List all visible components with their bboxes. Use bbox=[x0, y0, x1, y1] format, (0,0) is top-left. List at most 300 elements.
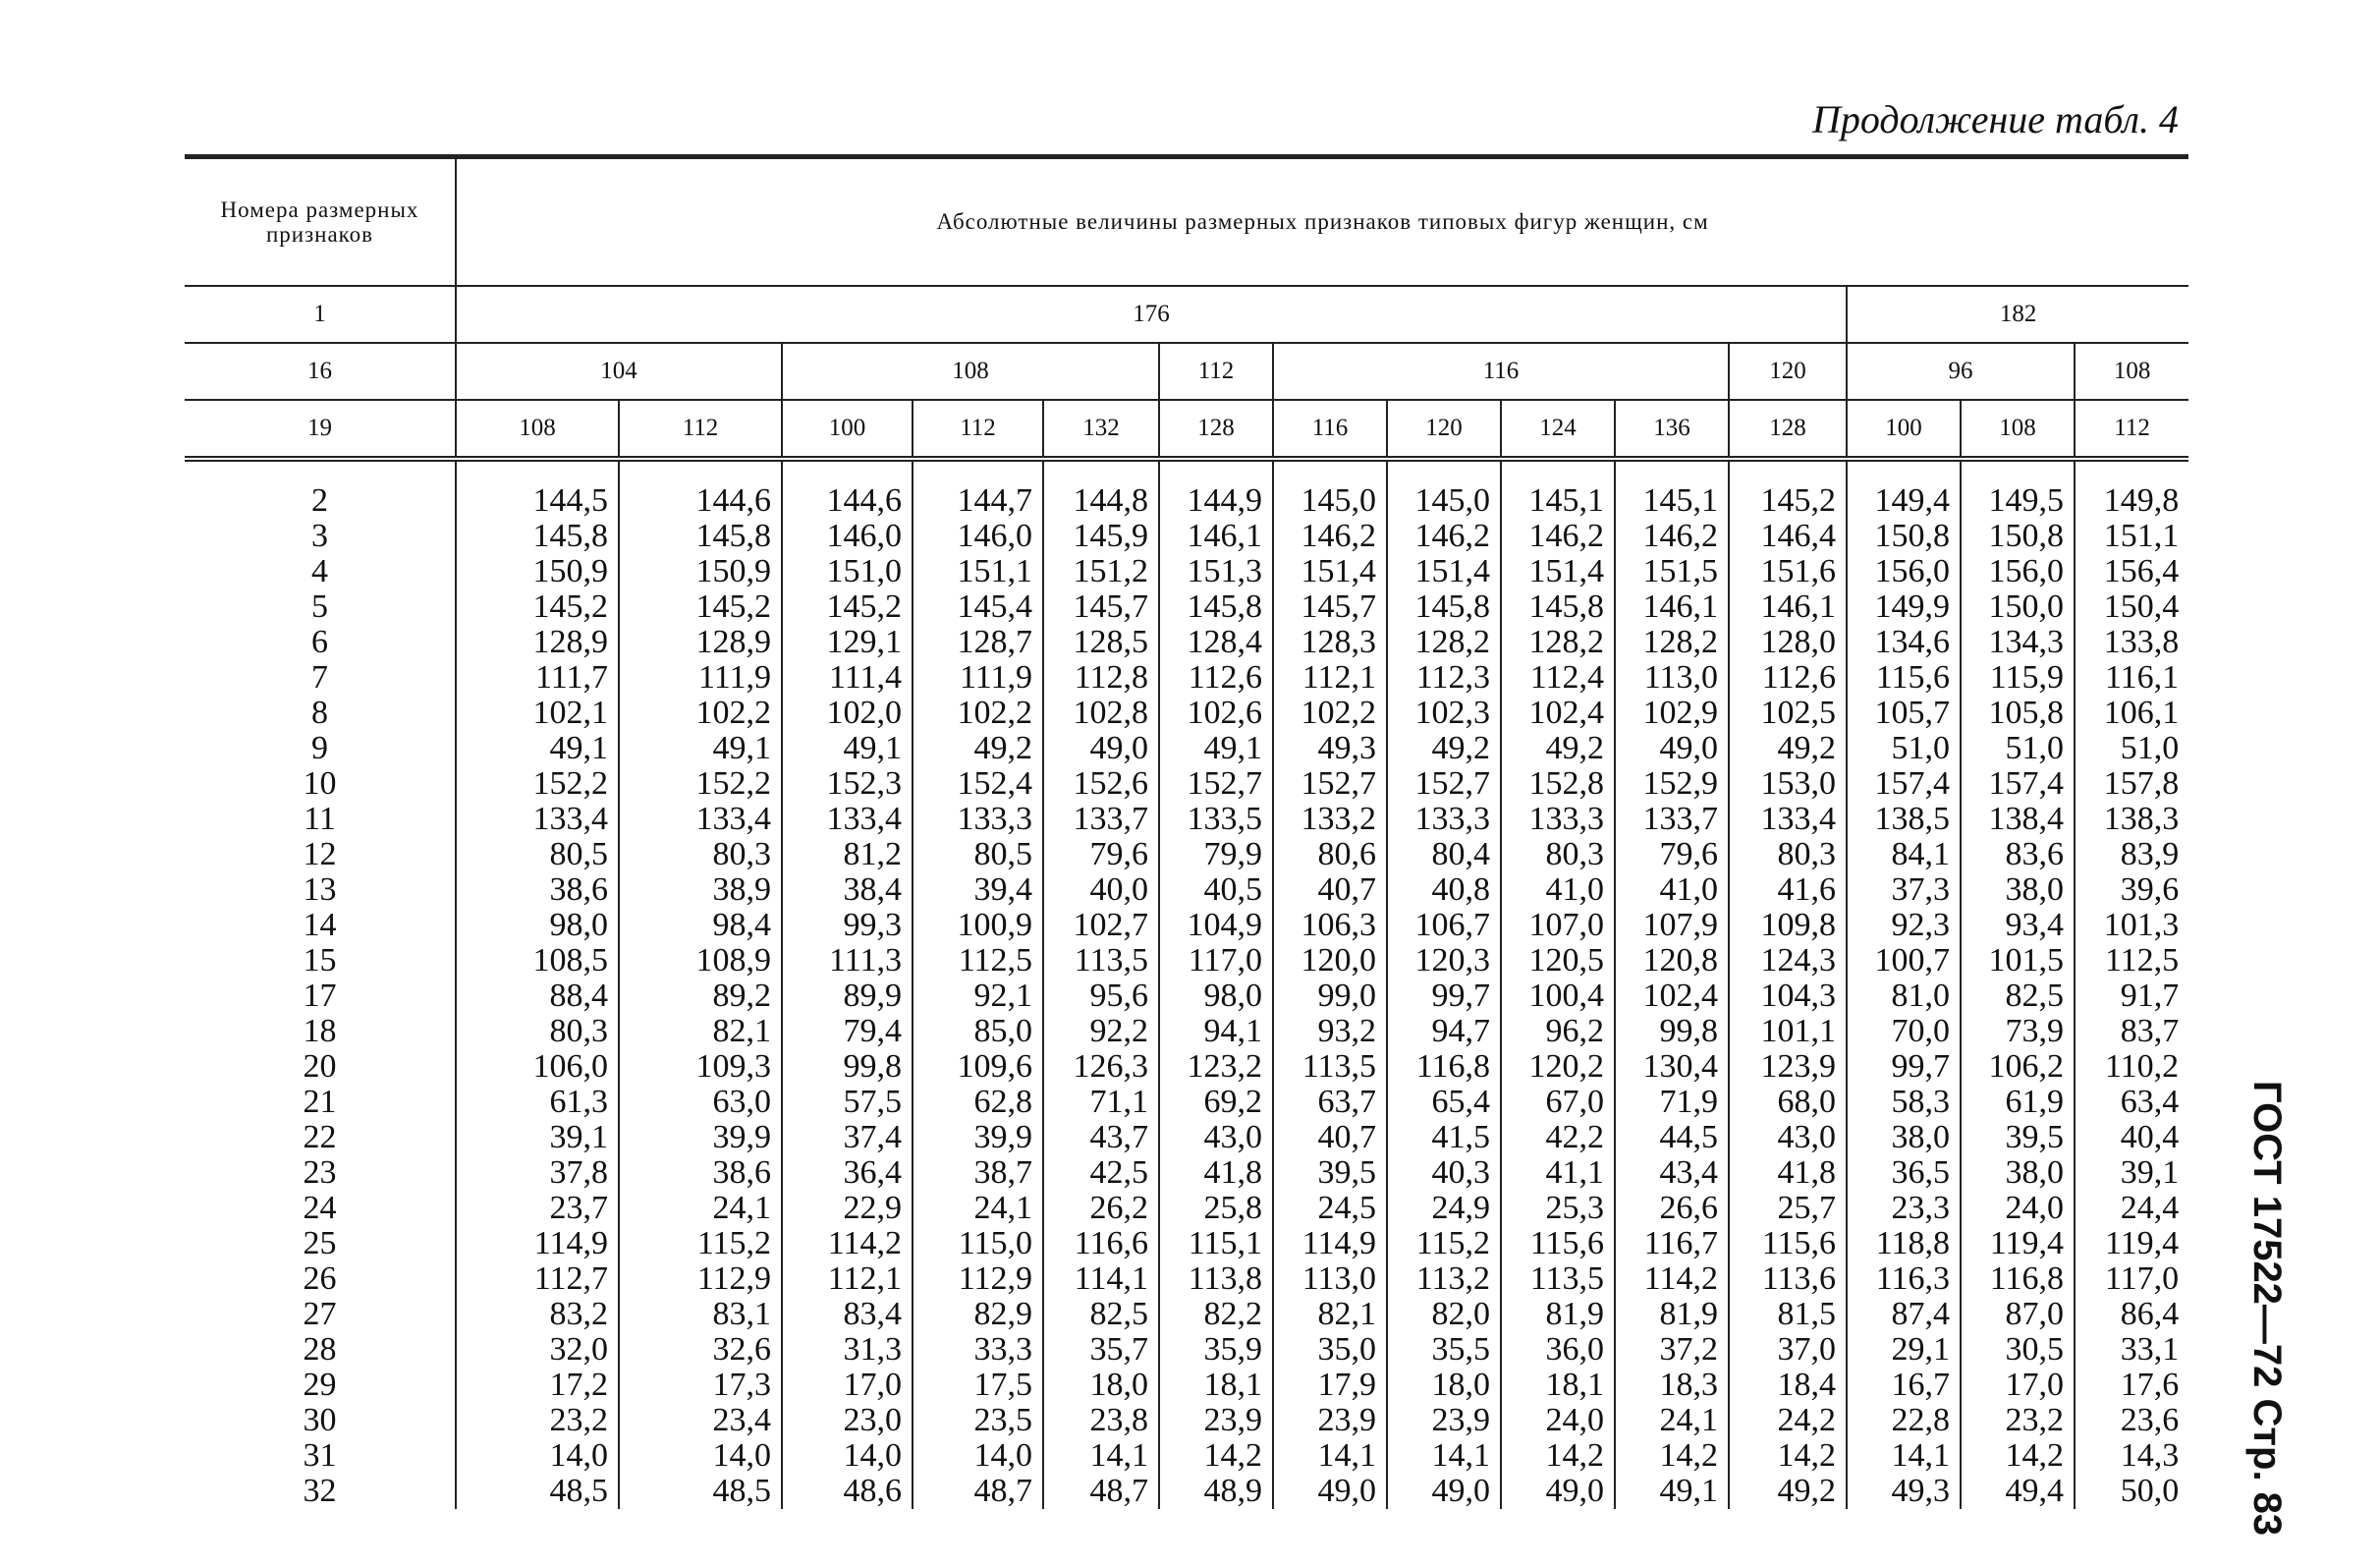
table-cell: 39,4 bbox=[913, 872, 1043, 908]
table-cell: 112,9 bbox=[913, 1261, 1043, 1297]
table-cell: 145,8 bbox=[1159, 589, 1273, 625]
table-cell: 49,0 bbox=[1615, 731, 1729, 766]
table-cell: 145,8 bbox=[1387, 589, 1501, 625]
table-row bbox=[185, 731, 2188, 766]
table-row bbox=[185, 1226, 2188, 1261]
table-cell: 38,0 bbox=[1961, 1155, 2075, 1191]
row-number: 15 bbox=[303, 942, 337, 979]
table-cell: 49,1 bbox=[1615, 1474, 1729, 1509]
table-cell: 38,4 bbox=[782, 872, 913, 908]
table-cell: 102,9 bbox=[1615, 696, 1729, 731]
header-col-19: 100 bbox=[782, 400, 913, 459]
row-number: 27 bbox=[303, 1296, 337, 1332]
table-cell: 24,0 bbox=[1961, 1191, 2075, 1226]
table-cell: 38,6 bbox=[619, 1155, 782, 1191]
header-group-16: 120 bbox=[1729, 343, 1847, 400]
table-cell: 81,9 bbox=[1615, 1297, 1729, 1332]
row-label-1: 1 bbox=[185, 286, 456, 343]
table-cell: 14,2 bbox=[1501, 1438, 1615, 1474]
table-cell: 71,1 bbox=[1043, 1085, 1159, 1120]
table-cell: 119,4 bbox=[1961, 1226, 2075, 1261]
table-cell: 112,1 bbox=[1273, 660, 1387, 696]
header-col-19: 112 bbox=[913, 400, 1043, 459]
table-cell: 156,4 bbox=[2075, 554, 2188, 589]
table-cell: 87,4 bbox=[1847, 1297, 1961, 1332]
row-number: 4 bbox=[311, 553, 328, 589]
table-cell: 83,9 bbox=[2075, 837, 2188, 872]
table-cell: 145,0 bbox=[1387, 459, 1501, 519]
table-cell: 116,8 bbox=[1387, 1049, 1501, 1085]
table-cell: 133,7 bbox=[1043, 802, 1159, 837]
table-cell: 153,0 bbox=[1729, 766, 1847, 802]
table-cell: 138,4 bbox=[1961, 802, 2075, 837]
table-cell: 36,0 bbox=[1501, 1332, 1615, 1368]
header-group-16: 96 bbox=[1847, 343, 2075, 400]
table-cell: 102,1 bbox=[456, 696, 619, 731]
table-cell: 39,9 bbox=[619, 1120, 782, 1155]
table-cell: 17,0 bbox=[782, 1368, 913, 1403]
table-cell: 145,8 bbox=[619, 519, 782, 554]
table-cell: 145,2 bbox=[1729, 459, 1847, 519]
table-cell: 113,5 bbox=[1501, 1261, 1615, 1297]
table-cell: 62,8 bbox=[913, 1085, 1043, 1120]
table-cell: 17,5 bbox=[913, 1368, 1043, 1403]
table-cell: 133,4 bbox=[456, 802, 619, 837]
table-cell: 109,8 bbox=[1729, 908, 1847, 943]
table-cell: 102,2 bbox=[619, 696, 782, 731]
table-cell: 18,4 bbox=[1729, 1368, 1847, 1403]
table-cell: 128,3 bbox=[1273, 625, 1387, 660]
table-cell: 106,1 bbox=[2075, 696, 2188, 731]
row-number: 8 bbox=[311, 695, 328, 731]
table-cell: 25,7 bbox=[1729, 1191, 1847, 1226]
table-cell: 38,9 bbox=[619, 872, 782, 908]
row-label-16: 16 bbox=[185, 343, 456, 400]
table-cell: 150,0 bbox=[1961, 589, 2075, 625]
table-cell: 14,2 bbox=[1961, 1438, 2075, 1474]
table-cell: 152,3 bbox=[782, 766, 913, 802]
table-cell: 43,7 bbox=[1043, 1120, 1159, 1155]
row-number: 14 bbox=[303, 907, 337, 943]
row-number: 9 bbox=[311, 730, 328, 766]
table-cell: 82,9 bbox=[913, 1297, 1043, 1332]
table-cell: 133,3 bbox=[913, 802, 1043, 837]
table-cell: 157,4 bbox=[1847, 766, 1961, 802]
table-cell: 114,9 bbox=[1273, 1226, 1387, 1261]
table-cell: 146,2 bbox=[1387, 519, 1501, 554]
table-cell: 83,2 bbox=[456, 1297, 619, 1332]
table-cell: 80,3 bbox=[456, 1014, 619, 1049]
table-cell: 65,4 bbox=[1387, 1085, 1501, 1120]
table-cell: 94,7 bbox=[1387, 1014, 1501, 1049]
table-cell: 14,0 bbox=[456, 1438, 619, 1474]
table-cell: 37,0 bbox=[1729, 1332, 1847, 1368]
table-cell: 134,3 bbox=[1961, 625, 2075, 660]
table-cell: 151,4 bbox=[1501, 554, 1615, 589]
table-cell: 32,6 bbox=[619, 1332, 782, 1368]
table-cell: 149,4 bbox=[1847, 459, 1961, 519]
table-cell: 128,9 bbox=[619, 625, 782, 660]
table-row bbox=[185, 1191, 2188, 1226]
table-cell: 113,0 bbox=[1615, 660, 1729, 696]
table-cell: 83,6 bbox=[1961, 837, 2075, 872]
table-cell: 63,4 bbox=[2075, 1085, 2188, 1120]
table-cell: 112,9 bbox=[619, 1261, 782, 1297]
table-cell: 101,1 bbox=[1729, 1014, 1847, 1049]
table-cell: 115,6 bbox=[1729, 1226, 1847, 1261]
table-cell: 150,8 bbox=[1961, 519, 2075, 554]
table-cell: 40,5 bbox=[1159, 872, 1273, 908]
table-cell: 14,1 bbox=[1847, 1438, 1961, 1474]
table-cell: 111,3 bbox=[782, 943, 913, 979]
table-cell: 116,6 bbox=[1043, 1226, 1159, 1261]
table-cell: 24,1 bbox=[619, 1191, 782, 1226]
table-row bbox=[185, 1332, 2188, 1368]
header-group-1: 176 bbox=[456, 286, 1847, 343]
table-row bbox=[185, 1403, 2188, 1438]
table-cell: 133,4 bbox=[619, 802, 782, 837]
table-cell: 113,0 bbox=[1273, 1261, 1387, 1297]
table-cell: 117,0 bbox=[1159, 943, 1273, 979]
table-cell: 145,2 bbox=[782, 589, 913, 625]
table-cell: 35,0 bbox=[1273, 1332, 1387, 1368]
table-cell: 80,4 bbox=[1387, 837, 1501, 872]
table-cell: 102,2 bbox=[1273, 696, 1387, 731]
table-cell: 25,8 bbox=[1159, 1191, 1273, 1226]
table-cell: 18,3 bbox=[1615, 1368, 1729, 1403]
table-cell: 41,5 bbox=[1387, 1120, 1501, 1155]
table-cell: 49,2 bbox=[913, 731, 1043, 766]
table-cell: 23,2 bbox=[1961, 1403, 2075, 1438]
table-cell: 14,2 bbox=[1729, 1438, 1847, 1474]
table-cell: 22,9 bbox=[782, 1191, 913, 1226]
table-cell: 14,2 bbox=[1615, 1438, 1729, 1474]
table-cell: 49,3 bbox=[1273, 731, 1387, 766]
table-cell: 113,2 bbox=[1387, 1261, 1501, 1297]
table-cell: 151,1 bbox=[913, 554, 1043, 589]
table-cell: 35,5 bbox=[1387, 1332, 1501, 1368]
table-cell: 39,5 bbox=[1273, 1155, 1387, 1191]
table-cell: 146,1 bbox=[1159, 519, 1273, 554]
table-cell: 93,4 bbox=[1961, 908, 2075, 943]
header-col-19: 120 bbox=[1387, 400, 1501, 459]
table-cell: 23,9 bbox=[1159, 1403, 1273, 1438]
table-cell: 35,7 bbox=[1043, 1332, 1159, 1368]
table-cell: 151,1 bbox=[2075, 519, 2188, 554]
header-group-1: 182 bbox=[1847, 286, 2188, 343]
table-cell: 108,5 bbox=[456, 943, 619, 979]
table-cell: 152,7 bbox=[1273, 766, 1387, 802]
table-cell: 145,0 bbox=[1273, 459, 1387, 519]
table-cell: 146,0 bbox=[913, 519, 1043, 554]
table-cell: 26,6 bbox=[1615, 1191, 1729, 1226]
table-cell: 116,3 bbox=[1847, 1261, 1961, 1297]
table-cell: 102,4 bbox=[1615, 979, 1729, 1014]
table-row bbox=[185, 1049, 2188, 1085]
table-cell: 145,7 bbox=[1043, 589, 1159, 625]
table-cell: 133,8 bbox=[2075, 625, 2188, 660]
row-number: 3 bbox=[311, 518, 328, 554]
table-cell: 123,2 bbox=[1159, 1049, 1273, 1085]
table-cell: 79,4 bbox=[782, 1014, 913, 1049]
header-group-16: 104 bbox=[456, 343, 782, 400]
table-cell: 120,5 bbox=[1501, 943, 1615, 979]
table-row bbox=[185, 1155, 2188, 1191]
table-cell: 71,9 bbox=[1615, 1085, 1729, 1120]
header-row-16 bbox=[185, 343, 2188, 400]
table-cell: 157,4 bbox=[1961, 766, 2075, 802]
table-cell: 115,0 bbox=[913, 1226, 1043, 1261]
table-cell: 14,0 bbox=[913, 1438, 1043, 1474]
table-cell: 49,2 bbox=[1729, 731, 1847, 766]
row-number: 6 bbox=[311, 624, 328, 660]
table-cell: 120,2 bbox=[1501, 1049, 1615, 1085]
table-cell: 104,3 bbox=[1729, 979, 1847, 1014]
header-col-19: 112 bbox=[619, 400, 782, 459]
table-cell: 145,1 bbox=[1501, 459, 1615, 519]
row-number: 30 bbox=[303, 1402, 337, 1438]
table-cell: 113,5 bbox=[1043, 943, 1159, 979]
table-cell: 14,1 bbox=[1273, 1438, 1387, 1474]
table-caption: Продолжение табл. 4 bbox=[1811, 97, 2179, 141]
table-cell: 49,1 bbox=[619, 731, 782, 766]
table-cell: 33,3 bbox=[913, 1332, 1043, 1368]
table-cell: 37,4 bbox=[782, 1120, 913, 1155]
table-cell: 80,6 bbox=[1273, 837, 1387, 872]
header-col-19: 128 bbox=[1159, 400, 1273, 459]
table-cell: 49,0 bbox=[1043, 731, 1159, 766]
table-cell: 39,1 bbox=[456, 1120, 619, 1155]
table-cell: 144,6 bbox=[782, 459, 913, 519]
table-cell: 152,6 bbox=[1043, 766, 1159, 802]
table-cell: 95,6 bbox=[1043, 979, 1159, 1014]
table-cell: 63,0 bbox=[619, 1085, 782, 1120]
table-cell: 17,9 bbox=[1273, 1368, 1387, 1403]
table-cell: 115,6 bbox=[1501, 1226, 1615, 1261]
header-col-19: 108 bbox=[1961, 400, 2075, 459]
table-cell: 49,4 bbox=[1961, 1474, 2075, 1509]
table-cell: 133,3 bbox=[1501, 802, 1615, 837]
table-cell: 31,3 bbox=[782, 1332, 913, 1368]
table-cell: 106,3 bbox=[1273, 908, 1387, 943]
table-cell: 38,6 bbox=[456, 872, 619, 908]
header-group-16: 112 bbox=[1159, 343, 1273, 400]
table-cell: 101,3 bbox=[2075, 908, 2188, 943]
table-cell: 80,3 bbox=[1729, 837, 1847, 872]
table-cell: 133,4 bbox=[1729, 802, 1847, 837]
row-number: 2 bbox=[311, 482, 328, 519]
table-cell: 112,4 bbox=[1501, 660, 1615, 696]
table-cell: 23,2 bbox=[456, 1403, 619, 1438]
row-number: 17 bbox=[303, 978, 337, 1014]
table-cell: 38,7 bbox=[913, 1155, 1043, 1191]
table-cell: 86,4 bbox=[2075, 1297, 2188, 1332]
table-cell: 113,5 bbox=[1273, 1049, 1387, 1085]
table-cell: 73,9 bbox=[1961, 1014, 2075, 1049]
table-cell: 18,0 bbox=[1043, 1368, 1159, 1403]
table-cell: 150,9 bbox=[619, 554, 782, 589]
table-cell: 110,2 bbox=[2075, 1049, 2188, 1085]
table-cell: 102,6 bbox=[1159, 696, 1273, 731]
table-cell: 115,2 bbox=[1387, 1226, 1501, 1261]
table-cell: 101,5 bbox=[1961, 943, 2075, 979]
header-row-19 bbox=[185, 400, 2188, 459]
table-cell: 26,2 bbox=[1043, 1191, 1159, 1226]
table-cell: 105,7 bbox=[1847, 696, 1961, 731]
table-cell: 14,0 bbox=[782, 1438, 913, 1474]
table-cell: 149,5 bbox=[1961, 459, 2075, 519]
table-cell: 133,5 bbox=[1159, 802, 1273, 837]
table-cell: 112,5 bbox=[913, 943, 1043, 979]
table-cell: 144,6 bbox=[619, 459, 782, 519]
table-row bbox=[185, 660, 2188, 696]
table-cell: 40,0 bbox=[1043, 872, 1159, 908]
table-cell: 114,2 bbox=[1615, 1261, 1729, 1297]
table-cell: 133,3 bbox=[1387, 802, 1501, 837]
table-cell: 43,4 bbox=[1615, 1155, 1729, 1191]
table-row bbox=[185, 519, 2188, 554]
header-col-19: 108 bbox=[456, 400, 619, 459]
table-cell: 51,0 bbox=[1961, 731, 2075, 766]
table-cell: 85,0 bbox=[913, 1014, 1043, 1049]
row-number: 23 bbox=[303, 1154, 337, 1191]
table-cell: 138,3 bbox=[2075, 802, 2188, 837]
table-description: Абсолютные величины размерных признаков типовых фигур женщин, см bbox=[456, 157, 2188, 287]
table-cell: 111,4 bbox=[782, 660, 913, 696]
table-cell: 81,0 bbox=[1847, 979, 1961, 1014]
table-cell: 82,0 bbox=[1387, 1297, 1501, 1332]
header-col-19: 128 bbox=[1729, 400, 1847, 459]
table-cell: 14,1 bbox=[1043, 1438, 1159, 1474]
table-cell: 43,0 bbox=[1729, 1120, 1847, 1155]
table-cell: 146,2 bbox=[1501, 519, 1615, 554]
table-cell: 151,4 bbox=[1273, 554, 1387, 589]
table-cell: 63,7 bbox=[1273, 1085, 1387, 1120]
size-table bbox=[185, 154, 2188, 1509]
table-cell: 116,7 bbox=[1615, 1226, 1729, 1261]
table-cell: 116,8 bbox=[1961, 1261, 2075, 1297]
table-cell: 111,9 bbox=[913, 660, 1043, 696]
table-cell: 126,3 bbox=[1043, 1049, 1159, 1085]
table-cell: 112,5 bbox=[2075, 943, 2188, 979]
table-row bbox=[185, 872, 2188, 908]
table-cell: 151,6 bbox=[1729, 554, 1847, 589]
table-cell: 115,6 bbox=[1847, 660, 1961, 696]
table-cell: 102,2 bbox=[913, 696, 1043, 731]
table-cell: 68,0 bbox=[1729, 1085, 1847, 1120]
table-cell: 146,2 bbox=[1615, 519, 1729, 554]
table-cell: 152,2 bbox=[619, 766, 782, 802]
table-cell: 149,8 bbox=[2075, 459, 2188, 519]
table-cell: 104,9 bbox=[1159, 908, 1273, 943]
table-cell: 81,5 bbox=[1729, 1297, 1847, 1332]
table-row bbox=[185, 1297, 2188, 1332]
table-cell: 149,9 bbox=[1847, 589, 1961, 625]
table-cell: 124,3 bbox=[1729, 943, 1847, 979]
table-cell: 82,1 bbox=[1273, 1297, 1387, 1332]
header-group-16: 108 bbox=[2075, 343, 2188, 400]
table-cell: 96,2 bbox=[1501, 1014, 1615, 1049]
header-col-19: 112 bbox=[2075, 400, 2188, 459]
table-cell: 99,3 bbox=[782, 908, 913, 943]
table-cell: 106,0 bbox=[456, 1049, 619, 1085]
table-cell: 37,3 bbox=[1847, 872, 1961, 908]
table-cell: 116,1 bbox=[2075, 660, 2188, 696]
table-cell: 118,8 bbox=[1847, 1226, 1961, 1261]
table-cell: 87,0 bbox=[1961, 1297, 2075, 1332]
table-cell: 91,7 bbox=[2075, 979, 2188, 1014]
row-number: 24 bbox=[303, 1190, 337, 1226]
row-number: 21 bbox=[303, 1084, 337, 1120]
table-cell: 92,3 bbox=[1847, 908, 1961, 943]
table-row bbox=[185, 1261, 2188, 1297]
table-cell: 14,2 bbox=[1159, 1438, 1273, 1474]
table-row bbox=[185, 459, 2188, 519]
table-cell: 42,5 bbox=[1043, 1155, 1159, 1191]
header-group-16: 108 bbox=[782, 343, 1159, 400]
row-number: 29 bbox=[303, 1367, 337, 1403]
table-row bbox=[185, 625, 2188, 660]
table-cell: 146,1 bbox=[1729, 589, 1847, 625]
row-number: 7 bbox=[311, 659, 328, 696]
table-cell: 120,3 bbox=[1387, 943, 1501, 979]
table-cell: 102,0 bbox=[782, 696, 913, 731]
table-cell: 23,9 bbox=[1273, 1403, 1387, 1438]
table-cell: 24,1 bbox=[1615, 1403, 1729, 1438]
table-cell: 51,0 bbox=[1847, 731, 1961, 766]
table-cell: 36,4 bbox=[782, 1155, 913, 1191]
table-cell: 79,6 bbox=[1615, 837, 1729, 872]
table-cell: 128,5 bbox=[1043, 625, 1159, 660]
table-cell: 23,6 bbox=[2075, 1403, 2188, 1438]
table-cell: 150,9 bbox=[456, 554, 619, 589]
table-cell: 133,2 bbox=[1273, 802, 1387, 837]
table-cell: 82,5 bbox=[1961, 979, 2075, 1014]
table-cell: 48,5 bbox=[619, 1474, 782, 1509]
table-cell: 157,8 bbox=[2075, 766, 2188, 802]
table-cell: 61,9 bbox=[1961, 1085, 2075, 1120]
table-cell: 145,2 bbox=[456, 589, 619, 625]
table-cell: 49,2 bbox=[1729, 1474, 1847, 1509]
table-cell: 113,8 bbox=[1159, 1261, 1273, 1297]
table-cell: 44,5 bbox=[1615, 1120, 1729, 1155]
table-cell: 24,0 bbox=[1501, 1403, 1615, 1438]
header-col-19: 116 bbox=[1273, 400, 1387, 459]
table-cell: 40,8 bbox=[1387, 872, 1501, 908]
table-cell: 145,1 bbox=[1615, 459, 1729, 519]
table-cell: 49,1 bbox=[456, 731, 619, 766]
table-cell: 106,2 bbox=[1961, 1049, 2075, 1085]
table-cell: 23,9 bbox=[1387, 1403, 1501, 1438]
table-cell: 89,2 bbox=[619, 979, 782, 1014]
table-cell: 38,0 bbox=[1961, 872, 2075, 908]
table-cell: 49,3 bbox=[1847, 1474, 1961, 1509]
table-cell: 81,2 bbox=[782, 837, 913, 872]
table-cell: 92,2 bbox=[1043, 1014, 1159, 1049]
table-cell: 102,3 bbox=[1387, 696, 1501, 731]
row-number: 11 bbox=[304, 801, 336, 837]
table-cell: 102,7 bbox=[1043, 908, 1159, 943]
table-cell: 67,0 bbox=[1501, 1085, 1615, 1120]
row-number: 32 bbox=[303, 1473, 337, 1509]
table-cell: 49,1 bbox=[782, 731, 913, 766]
table-cell: 17,0 bbox=[1961, 1368, 2075, 1403]
row-number: 22 bbox=[303, 1119, 337, 1155]
table-cell: 112,3 bbox=[1387, 660, 1501, 696]
table-cell: 112,8 bbox=[1043, 660, 1159, 696]
table-cell: 49,2 bbox=[1501, 731, 1615, 766]
table-cell: 123,9 bbox=[1729, 1049, 1847, 1085]
